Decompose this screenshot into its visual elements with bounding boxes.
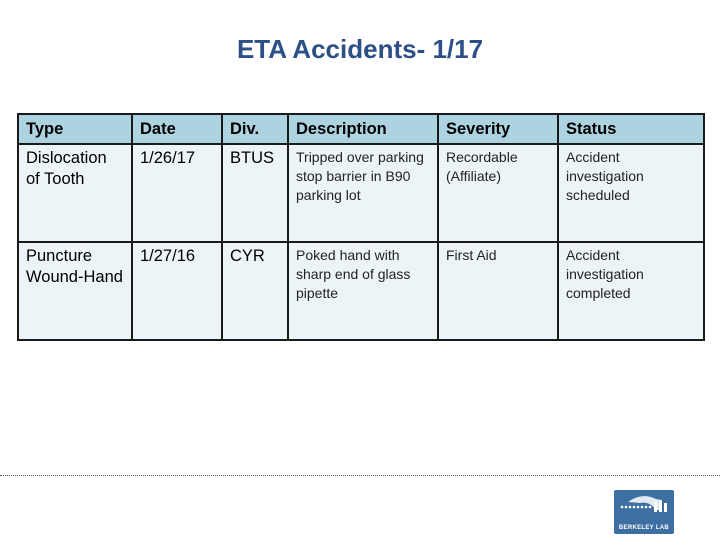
- cell-status: Accident investigation scheduled: [558, 144, 704, 242]
- cell-div: BTUS: [222, 144, 288, 242]
- cell-severity: Recordable (Affiliate): [438, 144, 558, 242]
- cell-date: 1/26/17: [132, 144, 222, 242]
- table-row: [18, 242, 704, 340]
- cell-type: Dislocation of Tooth: [18, 144, 132, 242]
- logo-text: BERKELEY LAB: [618, 525, 670, 531]
- cell-type: Puncture Wound-Hand: [18, 242, 132, 340]
- table-row: [18, 144, 704, 242]
- table-header-row: [18, 114, 704, 144]
- cell-severity: First Aid: [438, 242, 558, 340]
- header-status: Status: [558, 114, 704, 144]
- header-type: Type: [18, 114, 132, 144]
- accidents-table: [17, 113, 705, 341]
- cell-date: 1/27/16: [132, 242, 222, 340]
- page-title: ETA Accidents- 1/17: [236, 34, 484, 64]
- header-date: Date: [132, 114, 222, 144]
- header-description: Description: [288, 114, 438, 144]
- header-div: Div.: [222, 114, 288, 144]
- cell-div: CYR: [222, 242, 288, 340]
- cell-description: Tripped over parking stop barrier in B90 parking lot: [288, 144, 438, 242]
- berkeley-lab-logo-icon: [614, 490, 674, 534]
- header-severity: Severity: [438, 114, 558, 144]
- cell-description: Poked hand with sharp end of glass pipette: [288, 242, 438, 340]
- footer-divider: [0, 475, 720, 476]
- logo-graphic: [614, 490, 674, 524]
- cell-status: Accident investigation completed: [558, 242, 704, 340]
